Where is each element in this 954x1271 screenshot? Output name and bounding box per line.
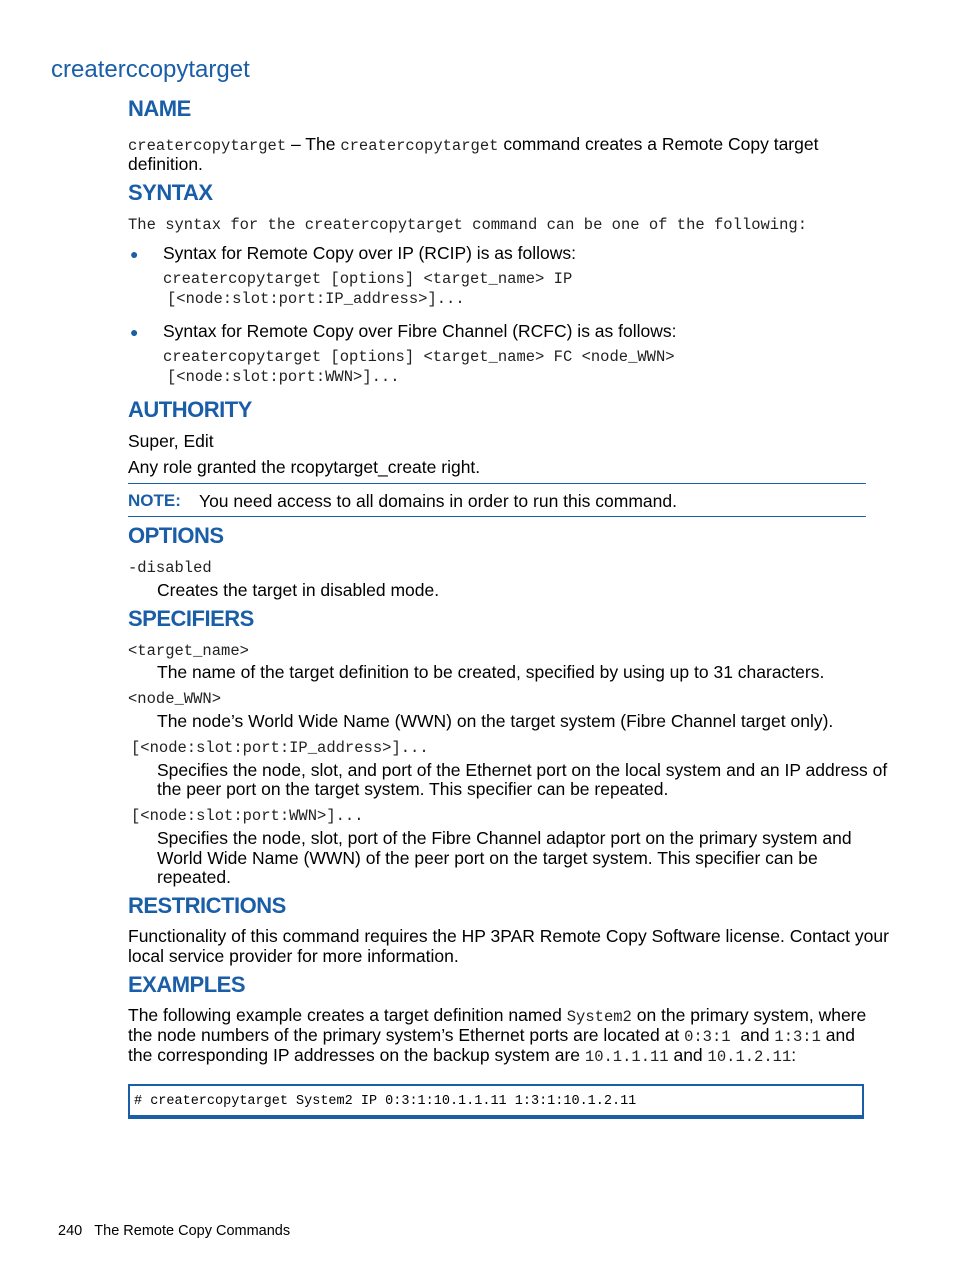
specifier-description-cont: repeated. bbox=[157, 867, 231, 887]
page-title: createrccopytarget bbox=[51, 56, 250, 83]
specifier-term: <target_name> bbox=[128, 642, 249, 660]
example-code-block bbox=[128, 1084, 864, 1119]
note-top-rule bbox=[128, 483, 866, 484]
specifier-description-cont: World Wide Name (WWN) of the peer port on the target system. This specifier can be bbox=[157, 848, 818, 868]
name-line-2: definition. bbox=[128, 154, 203, 174]
examples-text: the corresponding IP addresses on the backup system are bbox=[128, 1045, 585, 1065]
name-command-2: creatercopytarget bbox=[340, 137, 499, 155]
syntax-item-2-code-1: creatercopytarget [options] <target_name> FC <node_WWN> bbox=[163, 348, 675, 366]
bullet-icon: ● bbox=[130, 246, 139, 262]
examples-code: 1:3:1 bbox=[774, 1028, 821, 1046]
examples-line-2 bbox=[128, 1025, 855, 1047]
specifier-description-cont: the peer port on the target system. This specifier can be repeated. bbox=[157, 779, 669, 799]
specifier-term: <node_WWN> bbox=[128, 690, 222, 708]
name-description: command creates a Remote Copy target bbox=[498, 134, 819, 154]
syntax-item-2-code-2: [<node:slot:port:WWN>]... bbox=[167, 368, 400, 386]
page-number: 240 bbox=[58, 1223, 83, 1239]
name-dash: – The bbox=[286, 134, 341, 154]
bullet-icon: ● bbox=[130, 324, 139, 340]
examples-code: 0:3:1 bbox=[684, 1028, 731, 1046]
syntax-item-2-text: Syntax for Remote Copy over Fibre Channel (RCFC) is as follows: bbox=[163, 321, 677, 341]
specifier-description: Specifies the node, slot, port of the Fibre Channel adaptor port on the primary system and bbox=[157, 828, 852, 848]
examples-text: The following example creates a target definition named bbox=[128, 1005, 567, 1025]
examples-text: on the primary system, where bbox=[631, 1005, 867, 1025]
specifier-description: The name of the target definition to be created, specified by using up to 31 characters. bbox=[157, 662, 825, 682]
options-heading: OPTIONS bbox=[128, 523, 224, 548]
footer-section: The Remote Copy Commands bbox=[94, 1223, 291, 1239]
option-term: -disabled bbox=[128, 559, 212, 577]
examples-line-1 bbox=[128, 1005, 866, 1027]
name-heading: NAME bbox=[128, 96, 191, 121]
example-code: # creatercopytarget System2 IP 0:3:1:10.1.1.11 1:3:1:10.1.2.11 bbox=[134, 1094, 637, 1109]
syntax-intro: The syntax for the creatercopytarget command can be one of the following: bbox=[128, 216, 808, 234]
restrictions-line-1: Functionality of this command requires the HP 3PAR Remote Copy Software license. Contact your bbox=[128, 926, 889, 946]
examples-code: 10.1.2.11 bbox=[707, 1048, 792, 1066]
specifiers-heading: SPECIFIERS bbox=[128, 606, 254, 631]
note-label: NOTE: bbox=[128, 491, 181, 510]
authority-roles: Super, Edit bbox=[128, 431, 214, 451]
footer bbox=[58, 1223, 290, 1239]
name-line-1 bbox=[128, 134, 818, 156]
specifier-term: [<node:slot:port:IP_address>]... bbox=[131, 739, 429, 757]
option-description: Creates the target in disabled mode. bbox=[157, 580, 440, 600]
examples-heading: EXAMPLES bbox=[128, 972, 246, 997]
syntax-item-1-text: Syntax for Remote Copy over IP (RCIP) is as follows: bbox=[163, 243, 577, 263]
authority-right: Any role granted the rcopytarget_create right. bbox=[128, 457, 481, 477]
examples-code: 10.1.1.11 bbox=[584, 1048, 669, 1066]
specifier-description: The node’s World Wide Name (WWN) on the target system (Fibre Channel target only). bbox=[157, 711, 834, 731]
name-command: creatercopytarget bbox=[128, 137, 287, 155]
syntax-item-1-code-2: [<node:slot:port:IP_address>]... bbox=[167, 290, 465, 308]
note-text: You need access to all domains in order to run this command. bbox=[199, 491, 677, 511]
specifier-term: [<node:slot:port:WWN>]... bbox=[131, 807, 364, 825]
restrictions-heading: RESTRICTIONS bbox=[128, 893, 286, 918]
syntax-heading: SYNTAX bbox=[128, 180, 213, 205]
note-bottom-rule bbox=[128, 516, 866, 517]
syntax-item-1-code-1: creatercopytarget [options] <target_name> IP bbox=[163, 270, 573, 288]
restrictions-line-2: local service provider for more information. bbox=[128, 946, 459, 966]
authority-heading: AUTHORITY bbox=[128, 397, 252, 422]
examples-text: and bbox=[668, 1045, 708, 1065]
examples-text: the node numbers of the primary system’s Ethernet ports are located at bbox=[128, 1025, 685, 1045]
examples-text: : bbox=[791, 1045, 797, 1065]
examples-text: and bbox=[730, 1025, 775, 1045]
examples-line-3 bbox=[128, 1045, 796, 1067]
specifier-description: Specifies the node, slot, and port of the Ethernet port on the local system and an IP address of bbox=[157, 760, 888, 780]
examples-code: System2 bbox=[566, 1008, 632, 1026]
examples-text: and bbox=[820, 1025, 855, 1045]
